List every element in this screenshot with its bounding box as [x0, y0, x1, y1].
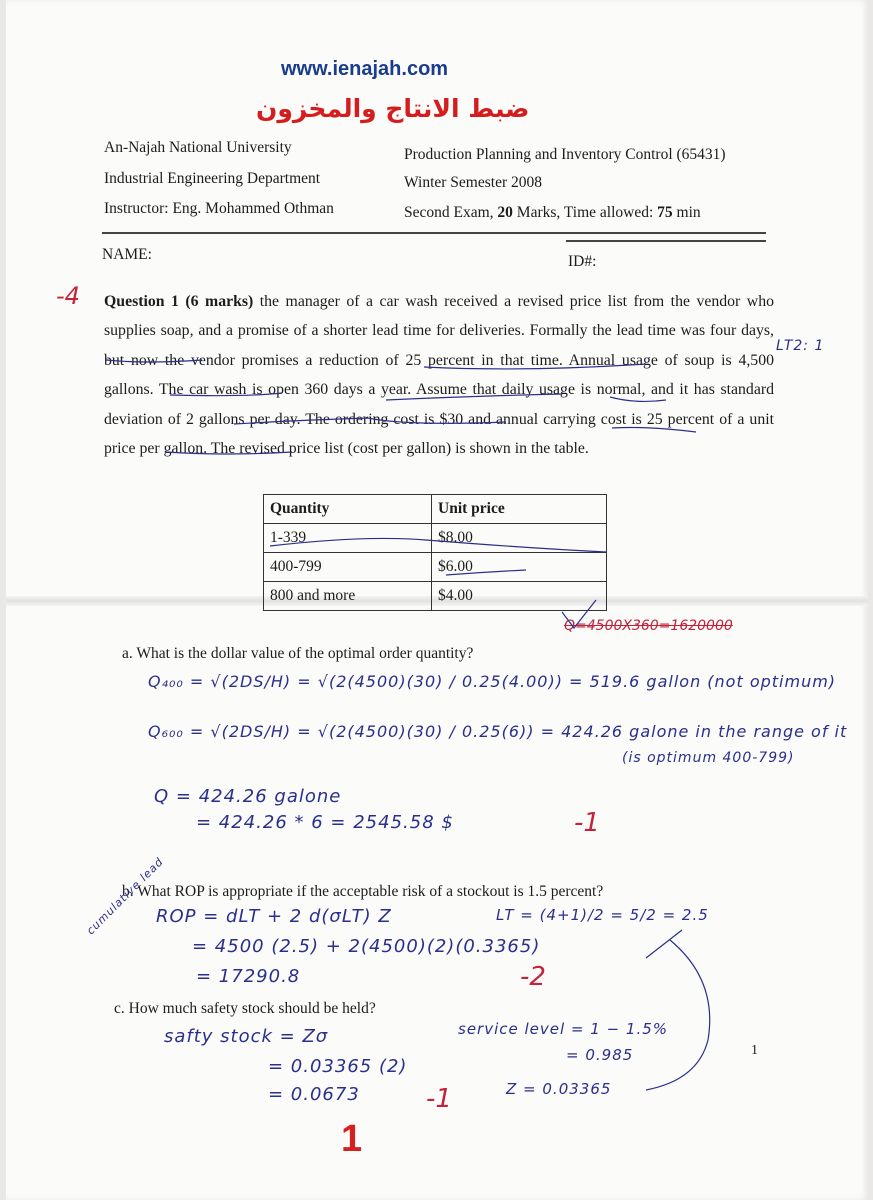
arrow-stroke	[646, 930, 682, 958]
answer-b-line2: = 4500 (2.5) + 2(4500)(2)(0.3365)	[192, 936, 541, 957]
price-cell: $4.00	[432, 582, 607, 611]
answer-c-line1: safty stock = Zσ	[164, 1026, 329, 1047]
department-name: Industrial Engineering Department	[104, 170, 321, 187]
quantity-cell: 800 and more	[264, 582, 432, 611]
answer-a-line1: Q₄₀₀ = √(2DS/H) = √(2(4500)(30) / 0.25(4.00)) = 519.6 gallon (not optimum)	[148, 672, 837, 691]
answer-c-line2: = 0.03365 (2)	[268, 1056, 408, 1077]
price-cell: $8.00	[432, 524, 607, 553]
underline-stroke	[424, 364, 646, 369]
question1-body: the manager of a car wash received a revised price list from the vendor who supplies soap, and a promise of a shorter lead time for deliveries. Formally the lead time was four days, but now the vendor promises a reduction of 25 percent in that time. Annual usage of soup is 4,500 gallons. The car wash is open 360 days a year. Assume that daily usage is normal, and it has standard deviation of 2 gallons per day. The ordering cost is $30 and annual carrying cost is 25 percent of a unit price per gallon. The revised price list (cost per gallon) is shown in the table.	[104, 293, 774, 458]
part-c-question: c. How much safety stock should be held?	[114, 1000, 376, 1017]
answer-a-line4: = 424.26 * 6 = 2545.58 $	[196, 812, 454, 833]
question1-score-mark: -4	[56, 282, 80, 310]
question1-title: Question 1	[104, 293, 179, 310]
answer-c-service-value: = 0.985	[566, 1046, 634, 1064]
part-c-deduction: -1	[426, 1084, 452, 1114]
quantity-cell: 400-799	[264, 553, 432, 582]
id-label: ID#:	[568, 253, 597, 270]
question1-marks: (6 marks)	[185, 293, 254, 310]
answer-a-line2: Q₆₀₀ = √(2DS/H) = √(2(4500)(30) / 0.25(6)) = 424.26 galone in the range of it	[148, 722, 848, 741]
answer-b-line1: ROP = dLT + 2 d(σLT) Z	[156, 906, 392, 927]
column-header: Unit price	[432, 495, 607, 524]
answer-c-service-level: service level = 1 − 1.5%	[458, 1020, 669, 1038]
underline-stroke	[106, 360, 202, 362]
answer-a-note: (is optimum 400-799)	[622, 750, 795, 766]
underline-stroke	[386, 394, 562, 400]
website-watermark: www.ienajah.com	[281, 58, 449, 80]
answer-b-side-note: cumulative lead	[84, 855, 167, 938]
pen-annotations	[6, 0, 868, 1200]
underline-stroke	[170, 393, 282, 396]
underline-stroke	[234, 418, 506, 424]
exam-page	[6, 0, 868, 1200]
semester: Winter Semester 2008	[404, 174, 542, 191]
arrow-stroke	[646, 940, 710, 1090]
answer-b-lead-time: LT = (4+1)/2 = 5/2 = 2.5	[496, 906, 709, 924]
table-check-stroke	[446, 570, 526, 575]
part-a-question: a. What is the dollar value of the optimal order quantity?	[122, 645, 474, 662]
crossed-out-calculation: Q=4500X360=1620000	[564, 618, 733, 634]
page-number: 1	[751, 1043, 758, 1058]
price-cell: $6.00	[432, 553, 607, 582]
check-mark-stroke	[562, 600, 596, 628]
part-b-question: b. What ROP is appropriate if the acceptable risk of a stockout is 1.5 percent?	[122, 883, 604, 900]
course-title: Production Planning and Inventory Control (65431)	[404, 146, 726, 163]
exam-info: Second Exam, 20 Marks, Time allowed: 75 min	[404, 204, 701, 221]
lead-time-note: LT2: 1	[776, 338, 825, 354]
column-header: Quantity	[264, 495, 432, 524]
grade-stamp: 1	[341, 1118, 363, 1160]
instructor-name: Instructor: Eng. Mohammed Othman	[104, 200, 334, 217]
name-label: NAME:	[102, 246, 152, 263]
part-b-deduction: -2	[520, 962, 546, 992]
table-check-stroke	[270, 538, 606, 552]
answer-a-line3: Q = 424.26 galone	[154, 786, 342, 807]
quantity-cell: 1-339	[264, 524, 432, 553]
arabic-course-title: ضبط الانتاج والمخزون	[256, 94, 530, 123]
underline-stroke	[610, 397, 666, 401]
underline-stroke	[166, 452, 292, 454]
answer-c-line3: = 0.0673	[268, 1084, 360, 1105]
answer-c-z-value: Z = 0.03365	[506, 1080, 612, 1098]
answer-b-line3: = 17290.8	[196, 966, 301, 987]
underline-stroke	[612, 428, 696, 433]
university-name: An-Najah National University	[104, 139, 292, 156]
part-a-deduction: -1	[574, 808, 600, 838]
